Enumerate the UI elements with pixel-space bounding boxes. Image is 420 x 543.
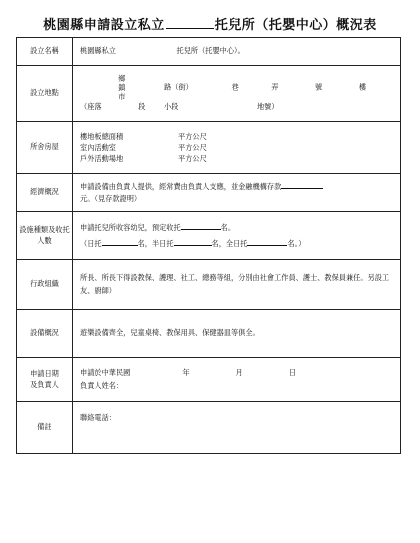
number: 號: [315, 82, 323, 92]
contact-phone: 聯絡電話：: [80, 413, 116, 422]
date-year: 年: [182, 367, 190, 377]
label-remarks: 備註: [17, 402, 73, 454]
label-applicant: [17, 358, 73, 402]
deposit-blank: [281, 188, 323, 189]
label-name: 設立名稱: [17, 38, 73, 66]
row-admin: [17, 260, 401, 310]
form-title: [0, 14, 420, 33]
lot-number: 地號）: [256, 101, 279, 111]
value-funding: [73, 174, 401, 212]
name-suffix: 托兒所（托嬰中心）。: [176, 46, 245, 56]
row-capacity: [17, 212, 401, 260]
label-premises: 所舍房屋: [17, 122, 73, 174]
township-shi: 市: [118, 91, 126, 101]
row-remarks: [17, 402, 401, 454]
alley: 弄: [271, 82, 279, 92]
capacity-total-blank: [181, 229, 221, 230]
premises-item: 室內活動室: [80, 142, 116, 152]
value-capacity: [73, 212, 401, 260]
label-applicant-text: 申請日期及負責人: [30, 368, 59, 389]
township-stack: [118, 74, 125, 101]
lane: 巷: [231, 82, 239, 92]
owner-name: 負責人姓名：: [80, 380, 124, 390]
value-equipment: 遊樂設備齊全，兒童桌椅、教保用具、保健器皿等俱全。: [73, 310, 401, 358]
value-applicant: [73, 358, 401, 402]
capacity-half: 名，半日托: [137, 238, 174, 248]
overview-form-table: [16, 37, 401, 454]
row-location: [17, 66, 401, 122]
value-premises: [73, 122, 401, 174]
label-funding: 經濟概況: [17, 174, 73, 212]
township-zhen: 鎮: [118, 82, 126, 92]
label-capacity: 設施種類及收托人數: [17, 212, 73, 260]
label-equipment: 設備概況: [17, 310, 73, 358]
premises-unit: 平方公尺: [178, 142, 207, 152]
capacity-full: 名，全日托: [211, 238, 248, 248]
row-funding: [17, 174, 401, 212]
capacity-line1a: 申請托兒所收容幼兒，預定收托: [80, 222, 181, 232]
half-day-blank: [174, 245, 212, 246]
value-admin: 所長、所長下得設教保、護理、社工、總務等組，分別由社會工作員、護士、教保員兼任。另設工友、廚師）: [73, 260, 401, 310]
value-remarks: [73, 402, 401, 454]
title-suffix: 托兒所（托嬰中心）概況表: [214, 18, 377, 33]
subsection: 小段: [163, 101, 179, 111]
day-blank: [102, 245, 138, 246]
date-day: 日: [288, 367, 296, 377]
date-month: 月: [235, 367, 243, 377]
label-location: 設立地點: [17, 66, 73, 122]
floor: 樓: [358, 82, 367, 92]
row-equipment: [17, 310, 401, 358]
capacity-line1b: 名。: [220, 222, 236, 232]
date-prefix: 申請於中華民國: [80, 367, 131, 377]
row-premises: [17, 122, 401, 174]
row-name: [17, 38, 401, 66]
premises-unit: 平方公尺: [178, 154, 207, 164]
parcel-open: （座落: [80, 101, 102, 111]
capacity-close: 名。）: [287, 238, 306, 248]
label-admin: 行政組織: [17, 260, 73, 310]
title-prefix: 桃園縣申請設立私立: [43, 18, 165, 33]
value-location: [73, 66, 401, 122]
township-xiang: 鄉: [118, 73, 126, 83]
road: 路（街）: [164, 82, 193, 92]
funding-line2: 元。（見存款證明）: [80, 193, 142, 203]
name-county: 桃園縣私立: [80, 46, 116, 56]
value-name: [73, 38, 401, 66]
premises-unit: 平方公尺: [178, 131, 207, 141]
title-blank: [166, 28, 214, 29]
section: 段: [138, 101, 146, 111]
capacity-day: （日托: [80, 238, 102, 248]
premises-item: 戶外活動場地: [80, 154, 124, 164]
full-day-blank: [247, 245, 287, 246]
row-applicant: [17, 358, 401, 402]
funding-line1: 申請設備由負責人提供，經常費由負責人支應，並金融機構存款: [80, 181, 282, 191]
premises-item: 樓地板總面積: [80, 131, 124, 141]
